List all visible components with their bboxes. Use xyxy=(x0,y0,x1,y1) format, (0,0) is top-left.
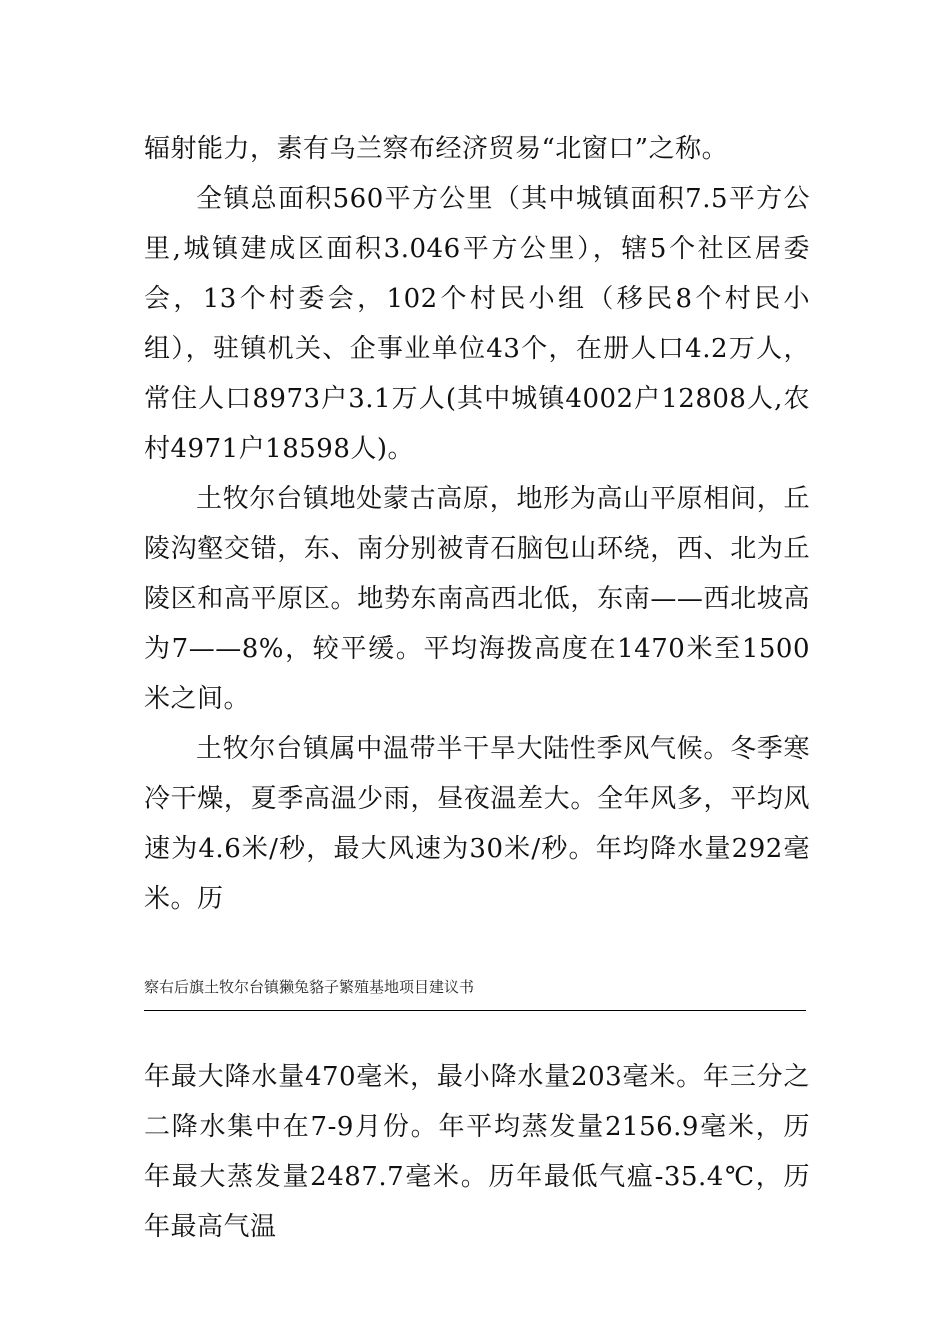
footer-divider xyxy=(144,1010,806,1011)
paragraph-climate: 土牧尔台镇属中温带半干旱大陆性季风气候。冬季寒冷干燥，夏季高温少雨，昼夜温差大。全年风多，平均风速为4.6米/秒，最大风速为30米/秒。年均降水量292毫米。历 xyxy=(144,734,810,914)
page-bottom-body xyxy=(144,1052,810,1252)
paragraph-terrain: 土牧尔台镇地处蒙古高原，地形为高山平原相间，丘陵沟壑交错，东、南分别被青石脑包山环绕，西、北为丘陵区和高平原区。地势东南高西北低，东南——西北坡高为7——8%，较平缓。平均海拨高度在1470米至1500米之间。 xyxy=(144,484,810,714)
paragraph-continuation: 辐射能力，素有乌兰察布经济贸易“北窗口”之称。 xyxy=(144,134,729,164)
running-footer-title: 察右后旗土牧尔台镇獭兔貉子繁殖基地项目建议书 xyxy=(144,978,475,996)
paragraph-area-population: 全镇总面积560平方公里（其中城镇面积7.5平方公里,城镇建成区面积3.046平方公里），辖5个社区居委会，13个村委会，102个村民小组（移民8个村民小组），驻镇机关、企事业单位43个，在册人口4.2万人，常住人口8973户3.1万人(其中城镇4002户12808人,农村4971户18598人)。 xyxy=(144,184,810,464)
paragraph-climate-continued: 年最大降水量470毫米，最小降水量203毫米。年三分之二降水集中在7-9月份。年平均蒸发量2156.9毫米，历年最大蒸发量2487.7毫米。历年最低气瘟-35.4℃，历年最高气温 xyxy=(144,1062,810,1242)
page-top-body xyxy=(144,124,810,924)
